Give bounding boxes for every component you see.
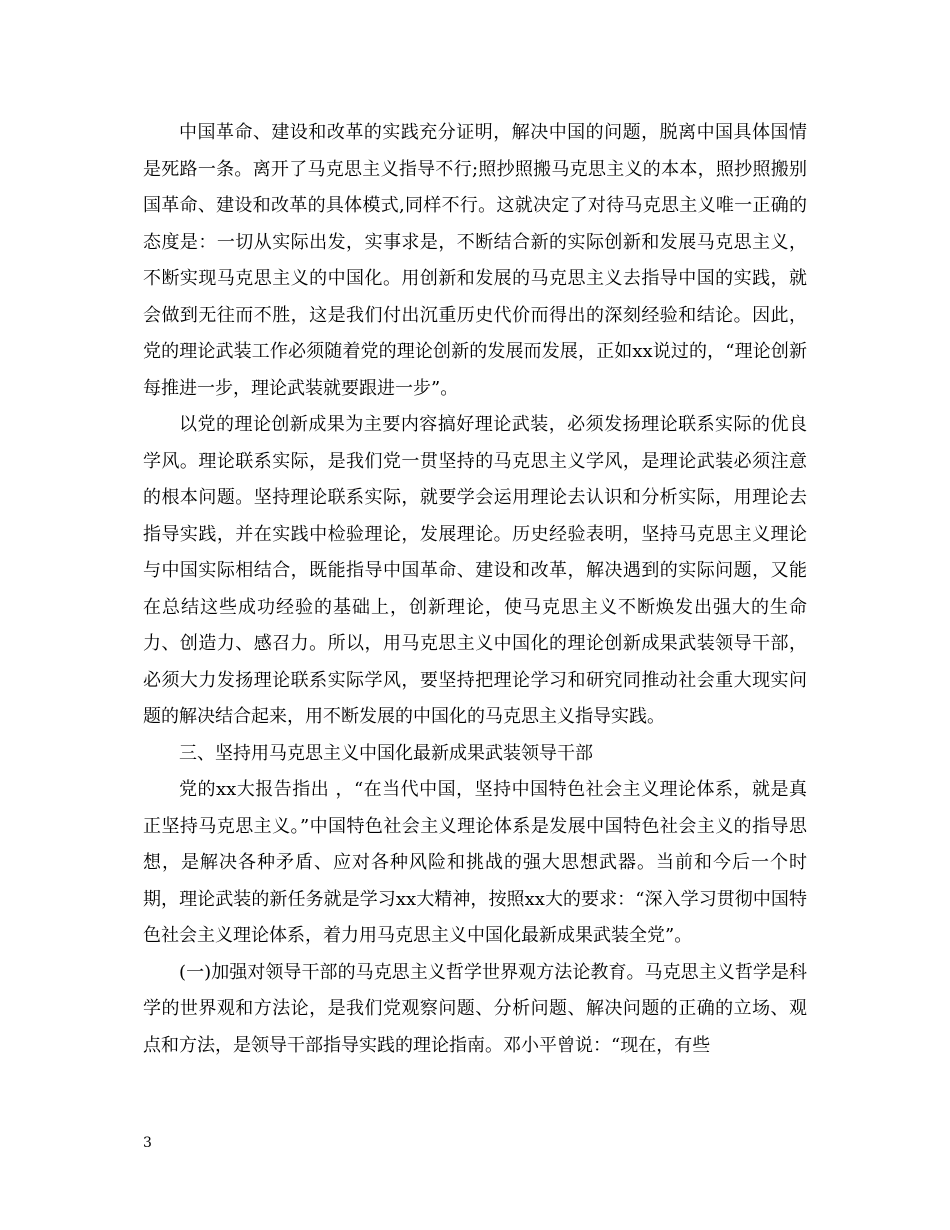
paragraph-theory-with-practice: 以党的理论创新成果为主要内容搞好理论武装，必须发扬理论联系实际的优良学风。理论联系实际，是我们党一贯坚持的马克思主义学风，是理论武装必须注意的根本问题。坚持理论联系实际，就要学会运用理论去认识和分析实际，用理论去指导实践，并在实践中检验理论，发展理论。历史经验表明，坚持马克思主义理论与中国实际相结合，既能指导中国革命、建设和改革，解决遇到的实际问题，又能在总结这些成功经验的基础上，创新理论，使马克思主义不断焕发出强大的生命力、创造力、感召力。所以，用马克思主义中国化的理论创新成果武装领导干部，必须大力发扬理论联系实际学风，要坚持把理论学习和研究同推动社会重大现实问题的解决结合起来，用不断发展的中国化的马克思主义指导实践。 bbox=[143, 414, 807, 727]
paragraph-party-congress-report: 党的xx大报告指出 ，“在当代中国，坚持中国特色社会主义理论体系，就是真正坚持马克思主义。”中国特色社会主义理论体系是发展中国特色社会主义的指导思想，是解决各种矛盾、应对各种风险和挑战的强大思想武器。当前和今后一个时期，理论武装的新任务就是学习xx大精神，按照xx大的要求：“深入学习贯彻中国特色社会主义理论体系，着力用马克思主义中国化最新成果武装全党”。 bbox=[143, 779, 807, 946]
paragraph-philosophy-education: (一)加强对领导干部的马克思主义哲学世界观方法论教育。马克思主义哲学是科学的世界观和方法论，是我们党观察问题、分析问题、解决问题的正确的立场、观点和方法，是领导干部指导实践的理论指南。邓小平曾说：“现在，有些 bbox=[143, 961, 807, 1056]
section-heading-three: 三、坚持用马克思主义中国化最新成果武装领导干部 bbox=[179, 742, 593, 764]
paragraph-practice-proves: 中国革命、建设和改革的实践充分证明，解决中国的问题，脱离中国具体国情是死路一条。离开了马克思主义指导不行;照抄照搬马克思主义的本本，照抄照搬别国革命、建设和改革的具体模式,同样不行。这就决定了对待马克思主义唯一正确的态度是：一切从实际出发，实事求是，不断结合新的实际创新和发展马克思主义，不断实现马克思主义的中国化。用创新和发展的马克思主义去指导中国的实践，就会做到无往而不胜，这是我们付出沉重历史代价而得出的深刻经验和结论。因此，党的理论武装工作必须随着党的理论创新的发展而发展，正如xx说过的，“理论创新每推进一步，理论武装就要跟进一步”。 bbox=[143, 122, 807, 399]
page-number: 3 bbox=[143, 1135, 152, 1151]
document-body bbox=[143, 115, 807, 1064]
